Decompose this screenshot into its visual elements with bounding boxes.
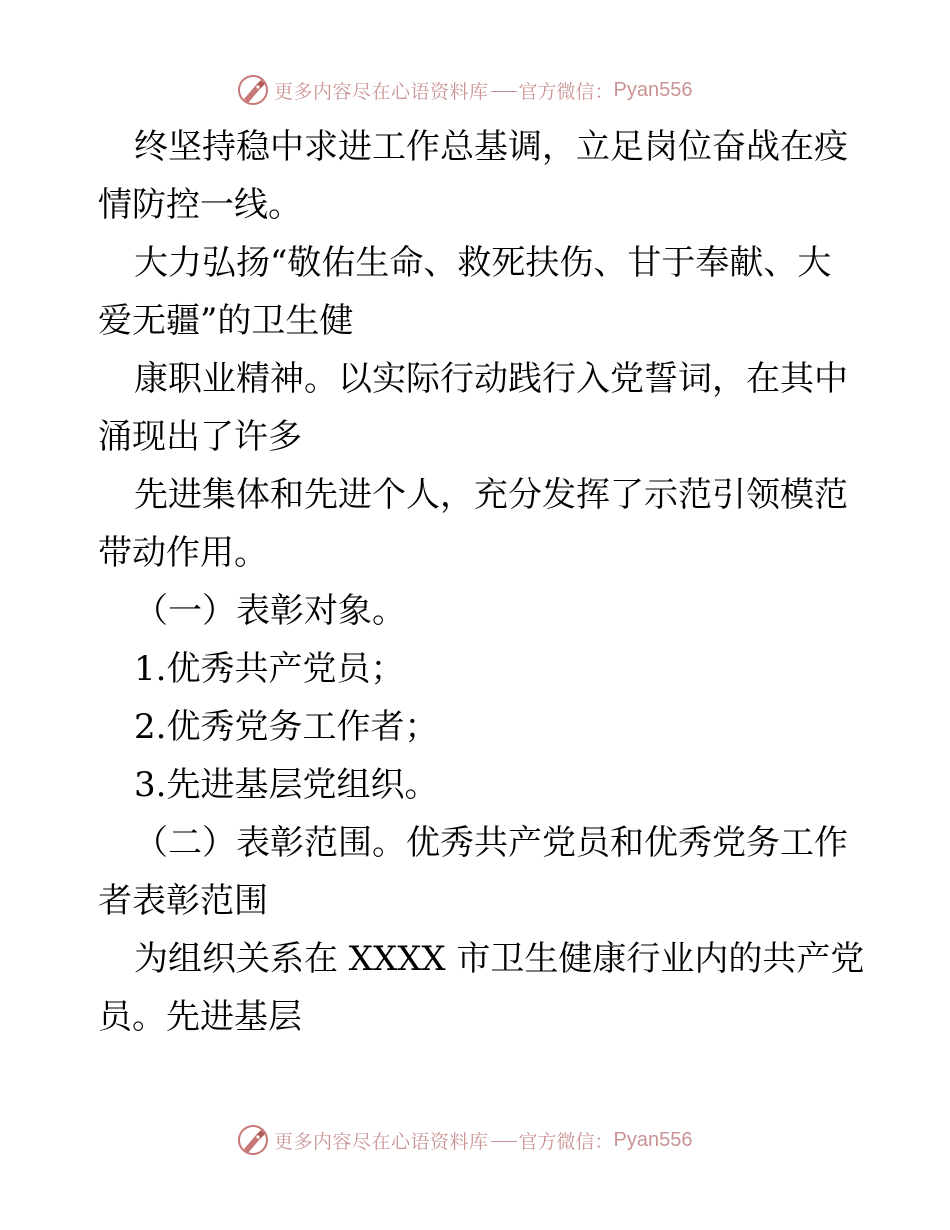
header-watermark: [236, 72, 693, 108]
watermark-id: Pyan556: [613, 1128, 693, 1151]
watermark-dash: [491, 1141, 517, 1142]
watermark-dash: [491, 91, 517, 92]
list-item-3: 3.先进基层党组织。: [134, 765, 439, 805]
body-line-6: 涌现出了许多: [98, 417, 302, 457]
watermark-text: 更多内容尽在心语资料库: [274, 80, 489, 103]
list-item-2: 2.优秀党务工作者；: [134, 707, 439, 747]
body-line-2: 情防控一线。: [98, 185, 302, 225]
body-line-7: 先进集体和先进个人，充分发挥了示范引领模范: [134, 475, 848, 515]
pen-logo-icon: [236, 73, 270, 107]
body-line-4: 爱无疆”的卫生健: [98, 301, 354, 341]
body-line-5: 康职业精神。以实际行动践行入党誓词，在其中: [134, 359, 848, 399]
body-line-15: 为组织关系在 XXXX 市卫生健康行业内的共产党: [134, 939, 865, 979]
body-line-1: 终坚持稳中求进工作总基调，立足岗位奋战在疫: [134, 127, 848, 167]
section-heading-1: （一）表彰对象。: [134, 591, 406, 631]
watermark-label: 官方微信：: [518, 80, 614, 103]
body-line-14: 者表彰范围: [98, 881, 268, 921]
body-line-16: 员。先进基层: [98, 997, 302, 1037]
watermark-id: Pyan556: [613, 78, 693, 101]
watermark-label: 官方微信：: [518, 1130, 614, 1153]
list-item-1: 1.优秀共产党员；: [134, 649, 405, 689]
footer-watermark: [236, 1122, 693, 1158]
pen-logo-icon: [236, 1123, 270, 1157]
watermark-text: 更多内容尽在心语资料库: [274, 1130, 489, 1153]
body-line-3: 大力弘扬“敬佑生命、救死扶伤、甘于奉献、大: [134, 243, 832, 283]
body-line-8: 带动作用。: [98, 533, 268, 573]
section-heading-2: （二）表彰范围。优秀共产党员和优秀党务工作: [134, 823, 848, 863]
